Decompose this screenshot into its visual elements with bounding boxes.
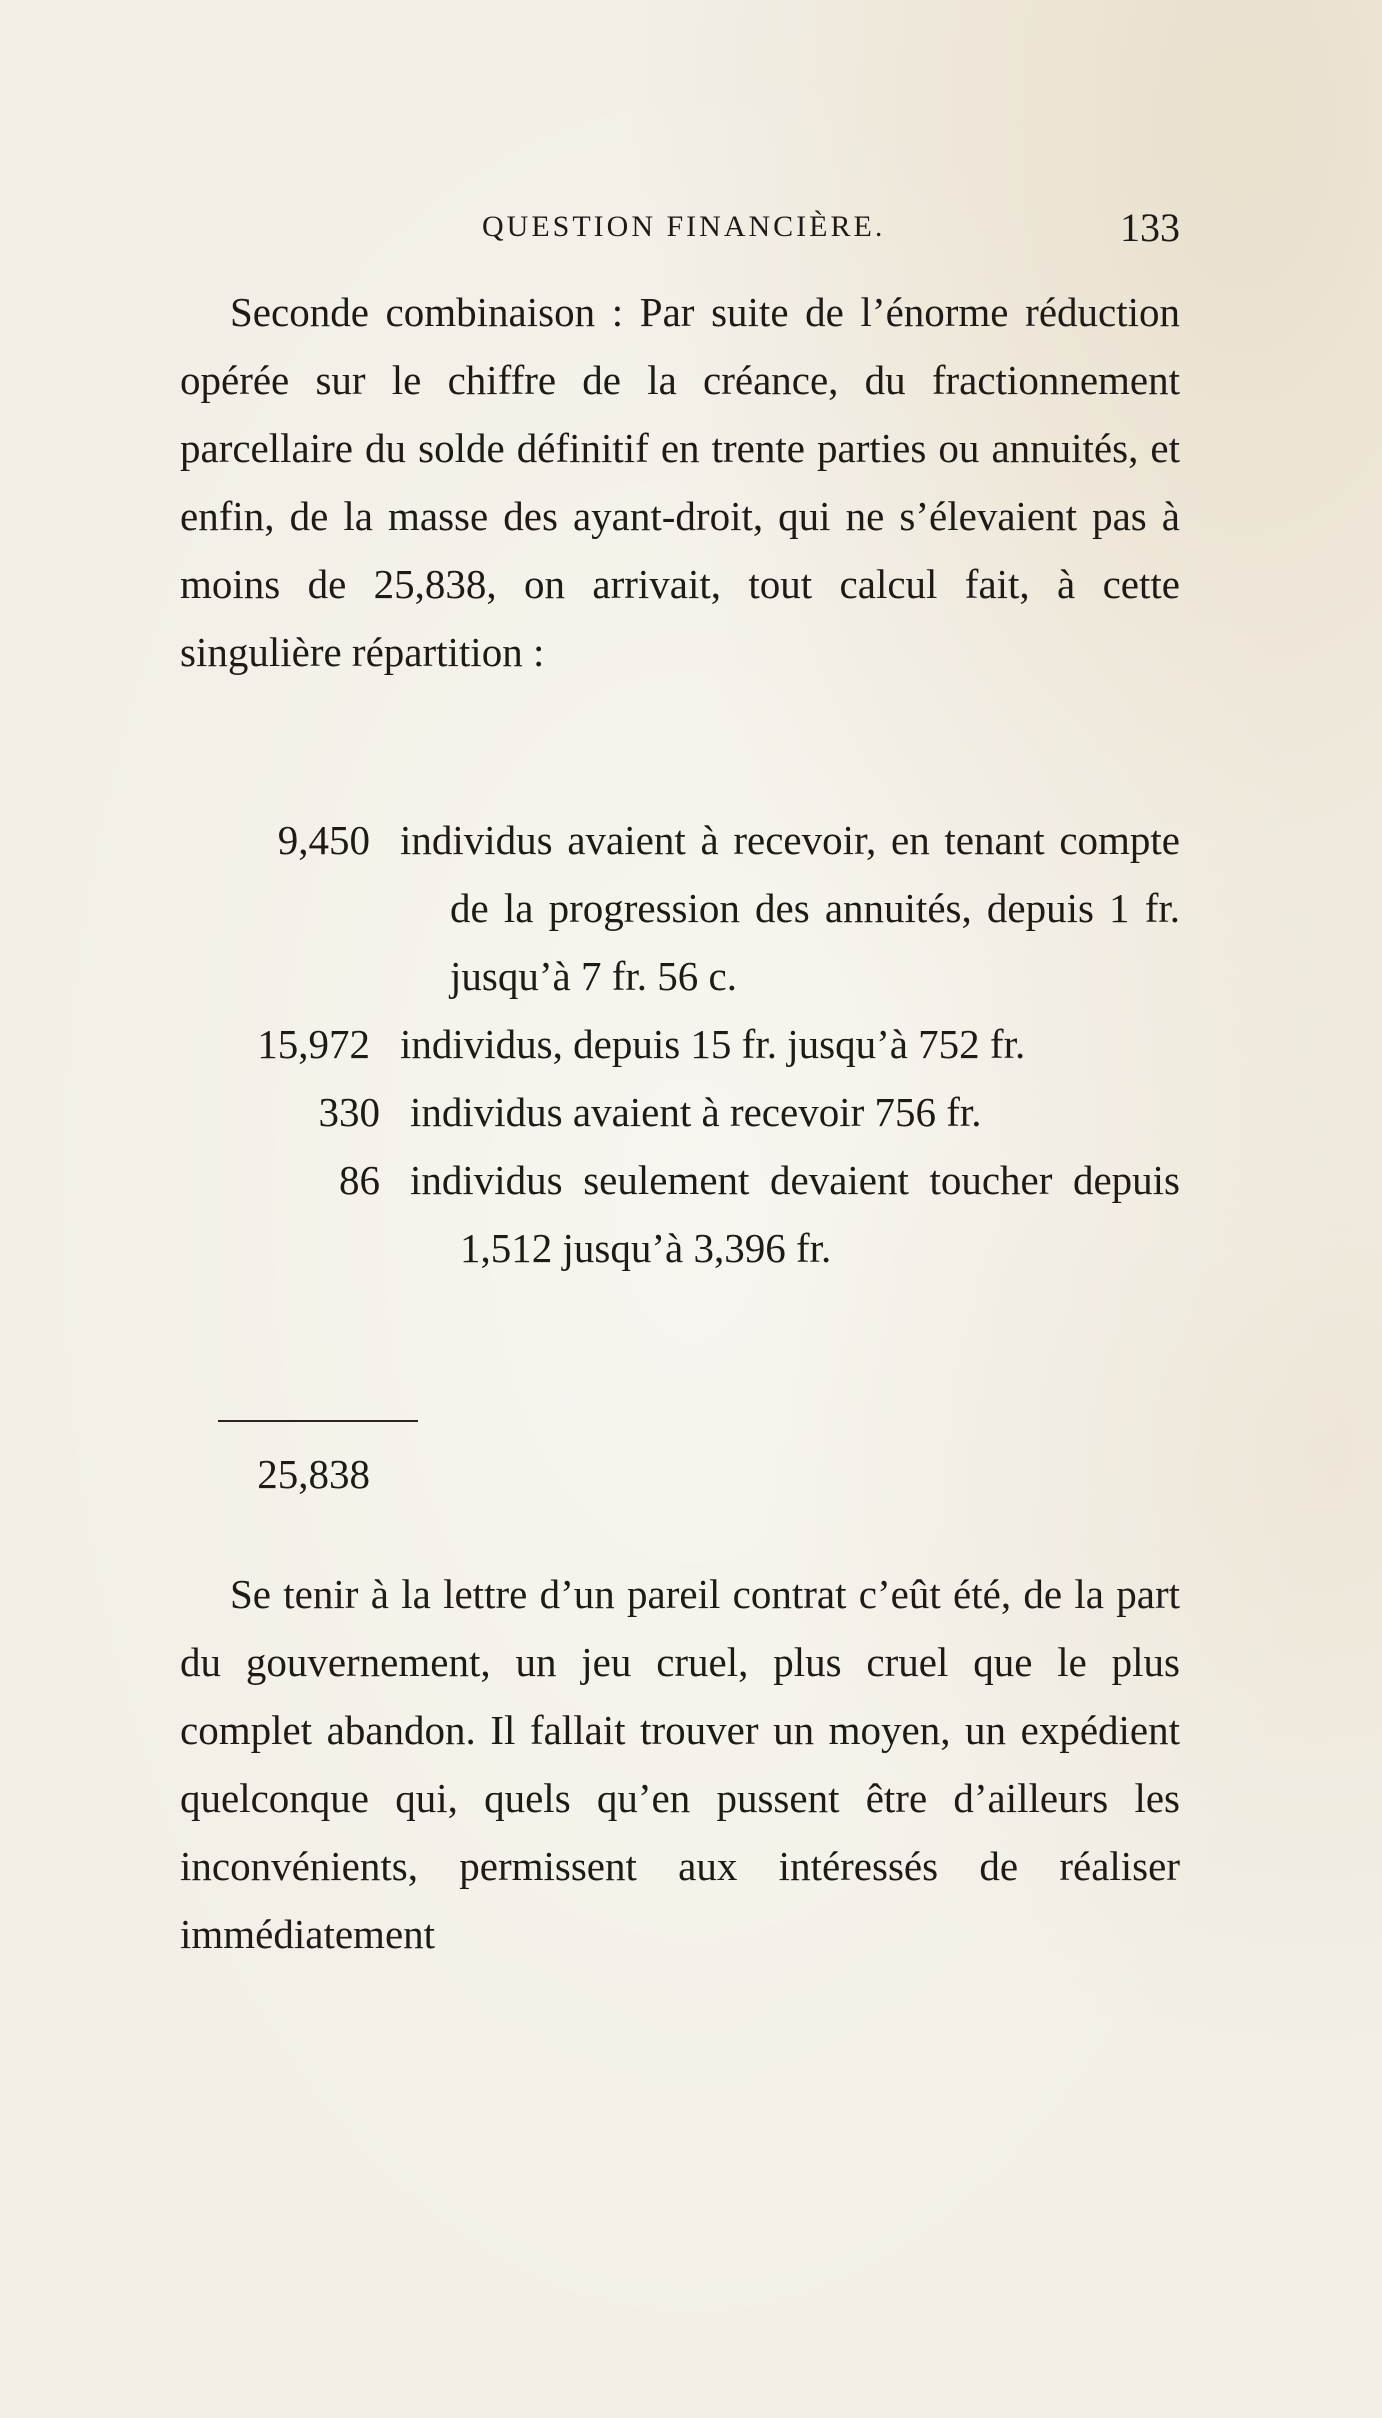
distribution-count: 330 — [318, 1089, 380, 1135]
distribution-row — [180, 1078, 1180, 1146]
distribution-total: 25,838 — [257, 1451, 370, 1497]
page-number: 133 — [1120, 205, 1180, 250]
distribution-count: 9,450 — [277, 817, 370, 863]
distribution-count: 86 — [339, 1157, 380, 1203]
distribution-row — [180, 806, 1180, 1010]
distribution-count: 15,972 — [257, 1021, 370, 1067]
distribution-table — [180, 806, 1180, 1282]
distribution-row — [180, 1146, 1180, 1282]
paragraph-second: Se tenir à la lettre d’un pareil contrat c’eût été, de la part du gouvernement, un jeu cruel, plus cruel que le plus complet abandon. Il fallait trouver un moyen, un expédient quelconque qui, quels qu’en pussent être d’ailleurs les inconvénients, permissent aux intéressés de réaliser immédiatement — [180, 1571, 1180, 1957]
total-rule — [218, 1420, 418, 1422]
distribution-row — [180, 1010, 1180, 1078]
distribution-text: individus avaient à recevoir 756 fr. — [410, 1089, 982, 1135]
distribution-text: individus seulement devaient toucher depuis 1,512 jusqu’à 3,396 fr. — [410, 1157, 1180, 1271]
distribution-text: individus, depuis 15 fr. jusqu’à 752 fr. — [400, 1021, 1026, 1067]
paragraph-first: Seconde combinaison : Par suite de l’énorme réduction opérée sur le chiffre de la créance, du fractionnement parcellaire du solde définitif en trente parties ou annuités, et enfin, de la masse des ayant-droit, qui ne s’élevaient pas à moins de 25,838, on arrivait, tout calcul fait, à cette singulière répartition : — [180, 289, 1180, 675]
page-header — [180, 205, 1180, 260]
distribution-text: individus avaient à recevoir, en tenant compte de la progression des annuités, depuis 1 fr. jusqu’à 7 fr. 56 c. — [400, 817, 1180, 999]
running-title: QUESTION FINANCIÈRE. — [482, 210, 886, 243]
